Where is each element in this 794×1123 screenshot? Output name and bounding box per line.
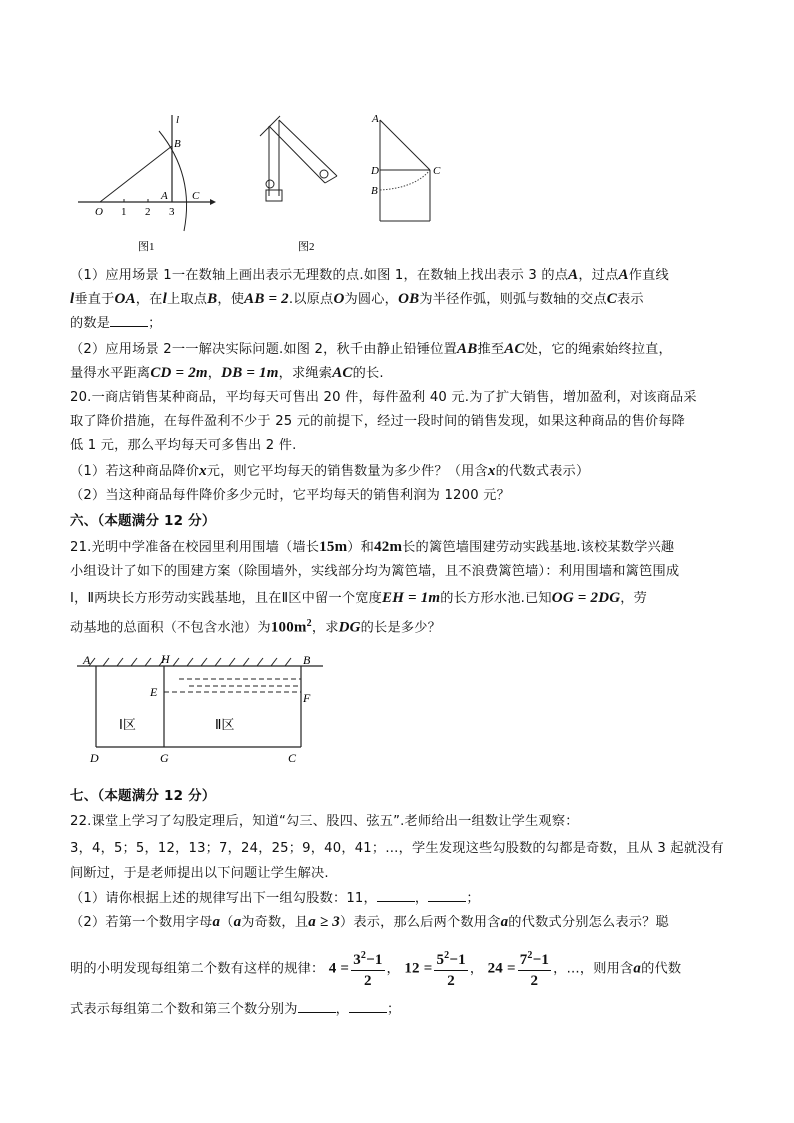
math-a: a <box>233 914 242 930</box>
zone-1-label: Ⅰ区 <box>119 718 136 733</box>
label-B: B <box>174 138 181 150</box>
text: 的长方形水池.已知 <box>440 591 552 606</box>
text: （1）若这种商品降价 <box>70 464 200 479</box>
math-AB: AB <box>457 341 478 357</box>
swing-top-beam <box>260 116 280 136</box>
fraction-lhs: 12 = <box>404 960 433 977</box>
text: ，劳 <box>620 591 648 606</box>
fraction-1 <box>351 946 384 991</box>
person-head-swung <box>320 170 328 178</box>
label-C: C <box>192 190 200 202</box>
text: ，在 <box>135 292 163 307</box>
math-A: A <box>618 267 629 283</box>
figure-2-caption: 图2 <box>298 241 315 253</box>
text: 表示 <box>616 292 644 307</box>
rope-swung-2 <box>279 120 337 176</box>
value-15m: 15m <box>319 539 348 555</box>
text: ）和 <box>347 540 375 555</box>
numerator-rest: −1 <box>449 952 466 968</box>
text: （1）应用场景 1一在数轴上画出表示无理数的点.如图 1，在数轴上找出表示 3 的点 <box>70 268 569 283</box>
text: ， <box>335 1002 349 1017</box>
label-A: A <box>83 653 91 667</box>
text: 式表示每组第二个数和第三个数分别为 <box>70 1002 298 1017</box>
numerator-base: 5 <box>436 952 445 968</box>
text: ， <box>469 961 484 977</box>
label-B: B <box>371 185 378 197</box>
text: 的数是 <box>70 316 111 331</box>
math-CD: CD = 2m <box>150 365 208 381</box>
math-a-geq-3: a ≥ 3 <box>308 914 340 930</box>
text: 为奇数，且 <box>241 915 309 930</box>
fraction-lhs: 4 = <box>328 960 350 977</box>
text: 处，它的绳索始终拉直， <box>524 342 672 357</box>
zone-2-label: Ⅱ区 <box>215 718 235 733</box>
q22-line1: 22.课堂上学习了勾股定理后，知道“勾三、股四、弦五”.老师给出一组数让学生观察： <box>70 814 579 829</box>
q21-line3 <box>70 589 750 608</box>
math-l: l <box>162 291 167 307</box>
text: 的代数式分别怎么表示？聪 <box>508 915 669 930</box>
exponent: 2 <box>360 950 367 961</box>
text: ，使 <box>217 292 245 307</box>
tick-label-3: 3 <box>169 206 175 218</box>
text: 量得水平距离 <box>70 366 151 381</box>
answer-blank[interactable] <box>110 314 148 327</box>
fraction-lhs: 24 = <box>487 960 516 977</box>
text: ； <box>148 316 162 331</box>
math-AC: AC <box>332 365 353 381</box>
q21-line2: 小组设计了如下的围建方案（除围墙外，实线部分均为篱笆墙，且不浪费篱笆墙）：利用围墙和篱笆围成 <box>70 564 680 579</box>
text: 垂直于 <box>74 292 115 307</box>
text: 推至 <box>477 342 505 357</box>
q19-part2-line2 <box>70 364 750 383</box>
text: ， <box>386 961 400 977</box>
text: 的长是多少？ <box>360 620 441 636</box>
line-AC <box>380 120 430 170</box>
text: 的代数式表示） <box>495 464 590 479</box>
math-a: a <box>212 914 221 930</box>
text: 为圆心， <box>344 292 399 307</box>
math-l: l <box>70 291 75 307</box>
math-DB: DB = 1m <box>221 365 279 381</box>
person-head-still <box>266 180 274 188</box>
math-EH: EH = 1m <box>382 590 441 606</box>
q19-part1-line1 <box>70 266 750 285</box>
math-OA: OA <box>114 291 136 307</box>
math-OG: OG = 2DG <box>551 590 621 606</box>
math-C: C <box>606 291 617 307</box>
figure-2-swing <box>250 108 450 258</box>
exponent: 2 <box>527 950 533 961</box>
tick-label-1: 1 <box>121 206 127 218</box>
label-D: D <box>90 751 99 765</box>
section-6-heading: 六、（本题满分 12 分） <box>70 513 216 529</box>
text: ， <box>414 891 429 906</box>
rope-swung-1 <box>269 126 325 183</box>
q20-line3: 低 1 元，那么平均每天可多售出 2 件. <box>70 438 297 453</box>
math-O: O <box>333 291 345 307</box>
wall-hatching <box>89 658 291 666</box>
denominator: 2 <box>364 973 372 989</box>
math-OB: OB <box>398 291 420 307</box>
math-a: a <box>633 960 642 977</box>
numerator-rest: −1 <box>532 952 550 968</box>
text: 元，则它平均每天的销售数量为多少件？（用含 <box>206 464 488 479</box>
q20-part2: （2）当这种商品每件降价多少元时，它平均每天的销售利润为 1200 元？ <box>70 488 510 503</box>
label-H: H <box>161 652 170 666</box>
math-x: x <box>487 463 496 479</box>
axis-arrow <box>210 199 216 205</box>
label-O: O <box>95 206 103 218</box>
text: ，求绳索 <box>278 366 333 381</box>
math-AB-eq-2: AB = 2 <box>244 291 289 307</box>
math-B: B <box>207 291 218 307</box>
text: ， <box>207 366 222 381</box>
q19-part1-line2 <box>70 290 750 309</box>
math-a: a <box>500 914 509 930</box>
q22-part2-line3 <box>70 1000 750 1019</box>
label-A: A <box>372 113 379 125</box>
q22-line3: 间断过，于是老师提出以下问题让学生解决. <box>70 866 329 881</box>
q21-line4 <box>70 615 750 637</box>
q22-part2-line1 <box>70 913 750 932</box>
text: （ <box>220 915 234 930</box>
label-D: D <box>371 165 379 177</box>
text: .以原点 <box>288 292 334 307</box>
text: 明的小明发现每组第二个数有这样的规律： <box>70 961 325 977</box>
numerator-base: 7 <box>519 952 528 968</box>
answer-blank[interactable] <box>349 1000 387 1013</box>
fraction-2 <box>434 946 467 991</box>
answer-blank[interactable] <box>298 1000 336 1013</box>
text: ，…，则用含 <box>553 961 634 977</box>
text: 作直线 <box>628 268 669 283</box>
text: ）表示，那么后两个数用含 <box>339 915 501 930</box>
q22-part2-line2 <box>70 946 750 991</box>
denominator: 2 <box>530 973 539 989</box>
q20-part1 <box>70 462 750 481</box>
q22-part1 <box>70 889 750 908</box>
q22-line2: 3，4，5；5，12，13；7，24，25；9，40，41；…，学生发现这些勾股数的勾都是奇数，且从 3 起就没有 <box>70 841 724 856</box>
text: ； <box>386 1002 401 1017</box>
value-area: 100m <box>270 619 307 636</box>
answer-blank[interactable] <box>377 889 415 902</box>
label-F: F <box>303 691 311 705</box>
text: ； <box>466 891 480 906</box>
text: 上取点 <box>166 292 208 307</box>
text: （1）请你根据上述的规律写出下一组勾股数：11， <box>70 891 377 906</box>
text: （2）若第一个数用字母 <box>70 915 213 930</box>
section-7-heading: 七、（本题满分 12 分） <box>70 788 216 804</box>
math-A: A <box>568 267 579 283</box>
fraction-3 <box>518 946 551 991</box>
label-E: E <box>150 685 158 699</box>
text: 的长. <box>352 366 384 381</box>
label-C: C <box>288 751 297 765</box>
text: 动基地的总面积（不包含水池）为 <box>70 620 271 636</box>
numerator-rest: −1 <box>366 952 383 968</box>
text: 的代数 <box>641 961 682 977</box>
label-C: C <box>433 165 441 177</box>
text: ，过点 <box>578 268 619 283</box>
text: （2）应用场景 2一一解决实际问题.如图 2，秋千由静止铅锤位置 <box>70 342 458 357</box>
text: ，求 <box>311 620 339 636</box>
exponent: 2 <box>444 950 450 961</box>
label-A: A <box>161 190 168 202</box>
label-B: B <box>303 653 311 667</box>
q20-line2: 取了降价措施，在每件盈利不少于 25 元的前提下，经过一段时间的销售发现，如果这种商品的售价每降 <box>70 414 686 429</box>
text: 为半径作弧，则弧与数轴的交点 <box>419 292 607 307</box>
q21-line1 <box>70 538 750 557</box>
denominator: 2 <box>447 973 455 989</box>
answer-blank[interactable] <box>428 889 466 902</box>
q20-line1: 20.一商店销售某种商品，平均每天可售出 20 件，每件盈利 40 元.为了扩大销售，增加盈利，对该商品采 <box>70 390 697 405</box>
math-x: x <box>199 463 207 479</box>
tick-label-2: 2 <box>145 206 151 218</box>
math-DG: DG <box>338 619 361 636</box>
figure-1-number-line <box>70 105 230 255</box>
label-l: l <box>176 114 180 126</box>
value-42m: 42m <box>374 539 403 555</box>
text: Ⅰ，Ⅱ两块长方形劳动实践基地，且在Ⅱ区中留一个宽度 <box>70 591 382 606</box>
math-AC: AC <box>504 341 525 357</box>
text: 21.光明中学准备在校园里利用围墙（墙长 <box>70 540 320 555</box>
superscript: 2 <box>306 618 312 629</box>
numerator-base: 3 <box>353 952 361 968</box>
arc-BC <box>380 170 430 190</box>
q19-part1-line3 <box>70 314 750 333</box>
figure-1-caption: 图1 <box>138 241 155 253</box>
q19-part2-line1 <box>70 340 750 359</box>
figure-3-garden-plan <box>75 652 325 770</box>
seat-still <box>266 190 282 201</box>
text: 长的篱笆墙围建劳动实践基地.该校某数学兴趣 <box>402 540 675 555</box>
label-G: G <box>160 751 169 765</box>
